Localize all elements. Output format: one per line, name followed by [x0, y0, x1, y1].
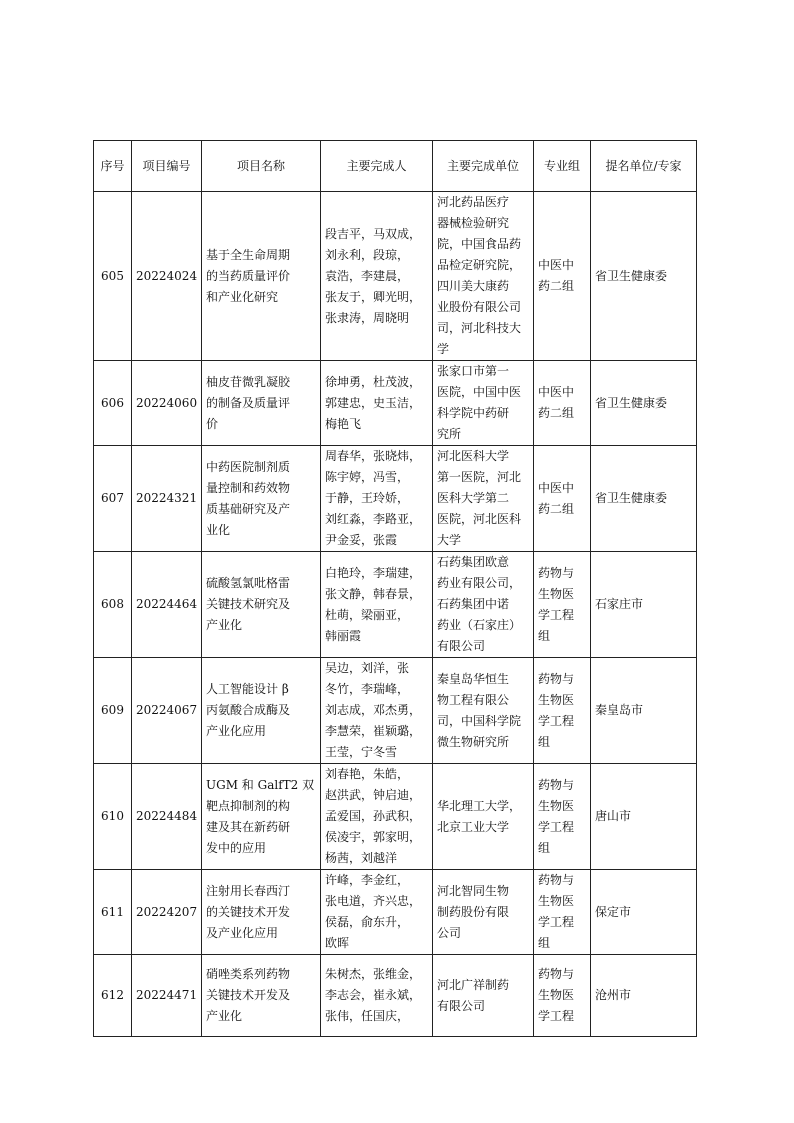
cell-group: 药物与 生物医 学工程 组	[534, 552, 591, 658]
cell-units: 河北广祥制药 有限公司	[433, 955, 534, 1037]
table-row	[94, 870, 697, 955]
cell-group: 药物与 生物医 学工程 组	[534, 658, 591, 764]
cell-name: UGM 和 GalfT2 双 靶点抑制剂的构 建及其在新药研 发中的应用	[202, 764, 321, 870]
cell-code: 20224321	[132, 446, 202, 552]
cell-units: 河北智同生物 制药股份有限 公司	[433, 870, 534, 955]
cell-code: 20224060	[132, 361, 202, 446]
header-code: 项目编号	[132, 141, 202, 192]
cell-people: 段吉平，马双成， 刘永利，段琼， 袁浩，李建晨， 张友于，卿光明， 张隶涛，周晓明	[321, 192, 433, 361]
header-units: 主要完成单位	[433, 141, 534, 192]
table-row	[94, 955, 697, 1037]
table-row	[94, 658, 697, 764]
cell-name: 人工智能设计 β 丙氨酸合成酶及 产业化应用	[202, 658, 321, 764]
table-header-row	[94, 141, 697, 192]
cell-no: 610	[94, 764, 132, 870]
cell-group: 中医中 药二组	[534, 192, 591, 361]
header-people: 主要完成人	[321, 141, 433, 192]
cell-no: 611	[94, 870, 132, 955]
cell-people: 白艳玲，李瑞建， 张文静，韩春景， 杜萌，梁丽亚， 韩丽霞	[321, 552, 433, 658]
header-no: 序号	[94, 141, 132, 192]
table-row	[94, 764, 697, 870]
cell-nominator: 唐山市	[591, 764, 697, 870]
header-nominator: 提名单位/专家	[591, 141, 697, 192]
cell-nominator: 保定市	[591, 870, 697, 955]
cell-name: 注射用长春西汀 的关键技术开发 及产业化应用	[202, 870, 321, 955]
table-row	[94, 552, 697, 658]
cell-code: 20224464	[132, 552, 202, 658]
cell-name: 柚皮苷微乳凝胶 的制备及质量评 价	[202, 361, 321, 446]
cell-group: 药物与 生物医 学工程 组	[534, 870, 591, 955]
cell-units: 河北医科大学 第一医院，河北 医科大学第二 医院，河北医科 大学	[433, 446, 534, 552]
cell-people: 徐坤勇，杜茂波， 郭建忠，史玉洁， 梅艳飞	[321, 361, 433, 446]
cell-nominator: 秦皇岛市	[591, 658, 697, 764]
cell-code: 20224471	[132, 955, 202, 1037]
cell-nominator: 省卫生健康委	[591, 446, 697, 552]
cell-group: 药物与 生物医 学工程	[534, 955, 591, 1037]
cell-people: 周春华，张晓炜， 陈宇婷，冯雪， 于静，王玲娇， 刘红淼，李路亚， 尹金妥，张霞	[321, 446, 433, 552]
cell-nominator: 省卫生健康委	[591, 192, 697, 361]
cell-no: 605	[94, 192, 132, 361]
table-row	[94, 446, 697, 552]
cell-no: 608	[94, 552, 132, 658]
cell-code: 20224067	[132, 658, 202, 764]
cell-code: 20224024	[132, 192, 202, 361]
cell-nominator: 省卫生健康委	[591, 361, 697, 446]
cell-units: 秦皇岛华恒生 物工程有限公 司，中国科学院 微生物研究所	[433, 658, 534, 764]
cell-people: 许峰，李金红， 张电道，齐兴忠， 侯磊，俞东升， 欧晖	[321, 870, 433, 955]
cell-units: 张家口市第一 医院，中国中医 科学院中药研 究所	[433, 361, 534, 446]
cell-no: 609	[94, 658, 132, 764]
cell-units: 石药集团欧意 药业有限公司， 石药集团中诺 药业（石家庄） 有限公司	[433, 552, 534, 658]
cell-name: 基于全生命周期 的当药质量评价 和产业化研究	[202, 192, 321, 361]
cell-name: 硝唑类系列药物 关键技术开发及 产业化	[202, 955, 321, 1037]
awards-table-container	[93, 140, 696, 1037]
cell-no: 607	[94, 446, 132, 552]
cell-nominator: 石家庄市	[591, 552, 697, 658]
table-row	[94, 192, 697, 361]
table-row	[94, 361, 697, 446]
cell-nominator: 沧州市	[591, 955, 697, 1037]
awards-table	[93, 140, 697, 1037]
cell-units: 华北理工大学， 北京工业大学	[433, 764, 534, 870]
cell-name: 中药医院制剂质 量控制和药效物 质基础研究及产 业化	[202, 446, 321, 552]
cell-group: 中医中 药二组	[534, 361, 591, 446]
cell-units: 河北药品医疗 器械检验研究 院，中国食品药 品检定研究院， 四川美大康药 业股份有限公司 司，河北科技大 学	[433, 192, 534, 361]
cell-code: 20224484	[132, 764, 202, 870]
header-group: 专业组	[534, 141, 591, 192]
cell-group: 药物与 生物医 学工程 组	[534, 764, 591, 870]
cell-people: 朱树杰，张维金， 李志会，崔永斌， 张伟，任国庆，	[321, 955, 433, 1037]
cell-people: 刘春艳，朱皓， 赵洪武，钟启迪， 孟爱国，孙武积， 侯凌宇，郭家明， 杨茜，刘越洋	[321, 764, 433, 870]
cell-no: 612	[94, 955, 132, 1037]
header-name: 项目名称	[202, 141, 321, 192]
cell-group: 中医中 药二组	[534, 446, 591, 552]
cell-people: 吴边，刘洋，张 冬竹，李瑞峰， 刘志成，邓杰勇， 李慧荣，崔颖璐， 王莹，宁冬雪	[321, 658, 433, 764]
cell-name: 硫酸氢氯吡格雷 关键技术研究及 产业化	[202, 552, 321, 658]
cell-code: 20224207	[132, 870, 202, 955]
cell-no: 606	[94, 361, 132, 446]
